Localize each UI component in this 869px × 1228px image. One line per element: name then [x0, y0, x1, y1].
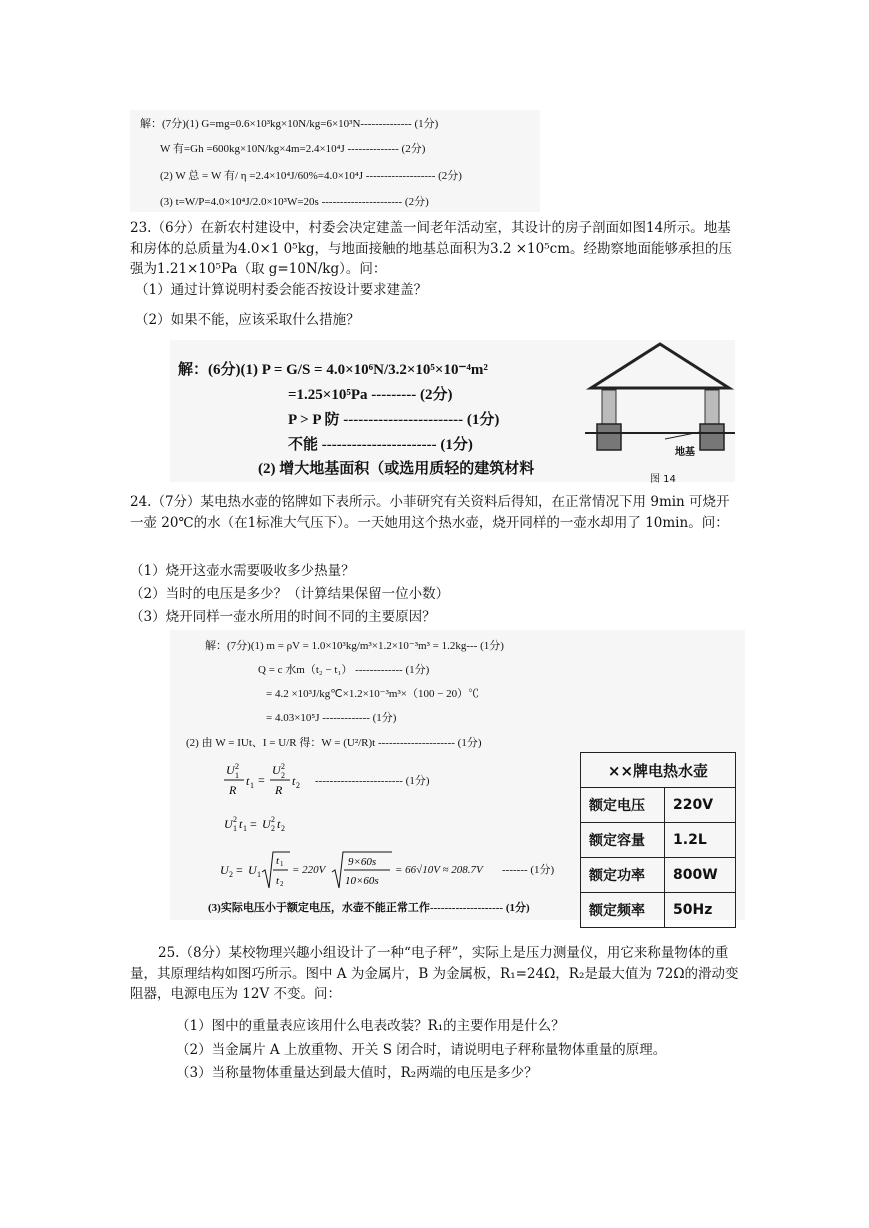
svg-text:2: 2	[229, 870, 233, 879]
nameplate-value: 800W	[665, 858, 736, 893]
svg-text:t: t	[239, 817, 243, 831]
nameplate-value: 50Hz	[665, 893, 736, 928]
figure-14-foundation-label: 地基	[675, 447, 695, 458]
nameplate-key: 额定电压	[581, 788, 665, 823]
svg-text:R: R	[275, 783, 283, 797]
q23-subquestion-1: （1）通过计算说明村委会能否按设计要求建盖？	[135, 282, 428, 298]
nameplate-key: 额定容量	[581, 823, 665, 858]
svg-text:2: 2	[281, 824, 285, 833]
svg-text:2: 2	[271, 824, 275, 833]
nameplate-key: 额定频率	[581, 893, 665, 928]
svg-text:2: 2	[296, 781, 300, 790]
q24-voltage-result: = 66√10V ≈ 208.7V	[395, 864, 483, 876]
kettle-nameplate-table	[580, 752, 736, 928]
svg-text:10×60s: 10×60s	[345, 875, 379, 887]
nameplate-row	[581, 858, 736, 893]
q23-answer-line1: 解：(6分)(1) P = G/S = 4.0×10⁶N/3.2×10⁵×10⁻⁴m²	[178, 362, 488, 378]
q24-subquestion-3: （3）烧开同样一壶水所用的时间不同的主要原因？	[130, 609, 436, 625]
svg-text:1: 1	[280, 860, 284, 868]
nameplate-key: 额定功率	[581, 858, 665, 893]
svg-text:U: U	[226, 763, 235, 777]
q23-answer-line2: =1.25×10⁵Pa --------- (2分)	[288, 387, 453, 403]
q24-equation-product	[222, 812, 312, 834]
q24-answer-line2: Q = c 水m（t₂ − t₁） ------------- (1分)	[258, 664, 430, 676]
q23-subquestion-2: （2）如果不能，应该采取什么措施？	[135, 312, 360, 328]
q23-question-text: 23.（6分）在新农村建设中，村委会决定建盖一间老年活动室，其设计的房子剖面如图14所示。地基和房体的总质量为4.0×1 0⁵kg，与地面接触的地基总面积为3.2 ×10⁵cm。经勘察地面能够承担的压强为1.21×10⁵Pa（取 g=10N/kg）。问：	[130, 220, 733, 277]
svg-text:1: 1	[233, 824, 237, 833]
svg-text:2: 2	[271, 815, 275, 824]
svg-text:1: 1	[235, 771, 239, 780]
svg-text:t: t	[276, 875, 280, 887]
svg-text:t: t	[276, 855, 280, 867]
q24-answer-line6-score: ------------------------ (1分)	[315, 775, 430, 787]
q23-answer-line4: 不能 ----------------------- (1分)	[288, 437, 473, 453]
q24-answer-line5: (2) 由 W = IUt、I = U/R 得：W = (U²/R)t --------------------- (1分)	[186, 737, 482, 749]
svg-text:9×60s: 9×60s	[348, 856, 377, 868]
svg-text:=: =	[250, 817, 257, 831]
nameplate-row	[581, 893, 736, 928]
nameplate-row	[581, 823, 736, 858]
svg-text:2: 2	[281, 762, 285, 771]
q24-equation-ratio	[222, 758, 312, 802]
svg-text:t: t	[277, 817, 281, 831]
q25-question-text: 25.（8分）某校物理兴趣小组设计了一种“电子秤”，实际上是压力测量仪，用它来称量物体的重量，其原理结构如图巧所示。图中 A 为金属片，B 为金属板，R₁=24Ω，R₂是最大值为 72Ω的滑动变阻器，电源电压为 12V 不变。问：	[130, 945, 739, 1002]
q22-answer-line2: W 有=Gh =600kg×10N/kg×4m=2.4×10⁴J -------------- (2分)	[160, 143, 426, 155]
svg-text:U: U	[272, 763, 281, 777]
nameplate-row	[581, 788, 736, 823]
svg-text:U: U	[248, 863, 257, 877]
q24-answer-line3: = 4.2 ×10³J/kg℃×1.2×10⁻³m³×（100 − 20）℃	[266, 688, 480, 700]
q25-subquestion-2: （2）当金属片 A 上放重物、开关 S 闭合时，请说明电子秤称量物体重量的原理。	[176, 1042, 667, 1058]
q25-subquestion-3: （3）当称量物体重量达到最大值时，R₂两端的电压是多少？	[176, 1065, 538, 1081]
svg-text:R: R	[229, 783, 237, 797]
svg-text:=: =	[258, 773, 265, 787]
q24-answer-line9: (3)实际电压小于额定电压，水壶不能正常工作-------------------- (1分)	[208, 902, 530, 914]
q22-answer-line4: (3) t=W/P=4.0×10⁴J/2.0×10³W=20s ---------------------- (2分)	[160, 196, 429, 208]
svg-text:1: 1	[257, 870, 261, 879]
svg-text:t: t	[246, 774, 250, 788]
svg-text:2: 2	[235, 762, 239, 771]
q24-voltage-score: ------- (1分)	[502, 864, 555, 876]
svg-text:2: 2	[281, 771, 285, 780]
q24-subquestion-2: （2）当时的电压是多少？（计算结果保留一位小数）	[130, 586, 450, 602]
svg-text:1: 1	[250, 781, 254, 790]
svg-text:=: =	[236, 863, 243, 877]
q24-answer-line4: = 4.03×10⁵J ------------- (1分)	[266, 712, 397, 724]
q24-question-text: 24.（7分）某电热水壶的铭牌如下表所示。小菲研究有关资料后得知，在正常情况下用 9min 可烧开一壶 20℃的水（在1标准大气压下）。一天她用这个热水壶，烧开同样的一壶水却用了 10min。问：	[130, 494, 730, 531]
q24-answer-line1: 解：(7分)(1) m = ρV = 1.0×10³kg/m³×1.2×10⁻³m³ = 1.2kg--- (1分)	[205, 640, 504, 652]
svg-text:2: 2	[233, 815, 237, 824]
q23-answer-line5: (2) 增大地基面积（或选用质轻的建筑材料	[258, 461, 535, 477]
svg-text:U: U	[262, 817, 271, 831]
q24-voltage-value-220v: = 220V	[292, 864, 326, 876]
svg-text:2: 2	[280, 880, 284, 888]
q22-answer-line1: 解：(7分)(1) G=mg=0.6×10³kg×10N/kg=6×10³N-------------- (1分)	[140, 118, 439, 130]
q23-answer-line3: P > P 防 ------------------------ (1分)	[288, 412, 500, 428]
svg-text:1: 1	[243, 824, 247, 833]
q24-subquestion-1: （1）烧开这壶水需要吸收多少热量？	[130, 563, 355, 579]
figure-14-house-diagram	[585, 340, 735, 482]
q24-equation-radical	[330, 846, 394, 894]
nameplate-value: 220V	[665, 788, 736, 823]
figure-14-caption: 图 14	[650, 474, 676, 485]
svg-text:U: U	[224, 817, 233, 831]
nameplate-value: 1.2L	[665, 823, 736, 858]
nameplate-title: ××牌电热水壶	[581, 753, 736, 788]
q25-subquestion-1: （1）图中的重量表应该用什么电表改装？R₁的主要作用是什么？	[176, 1018, 565, 1034]
q22-answer-line3: (2) W 总 = W 有/ η =2.4×10⁴J/60%=4.0×10⁴J ------------------- (2分)	[160, 170, 462, 182]
svg-text:U: U	[220, 863, 229, 877]
svg-text:t: t	[292, 774, 296, 788]
